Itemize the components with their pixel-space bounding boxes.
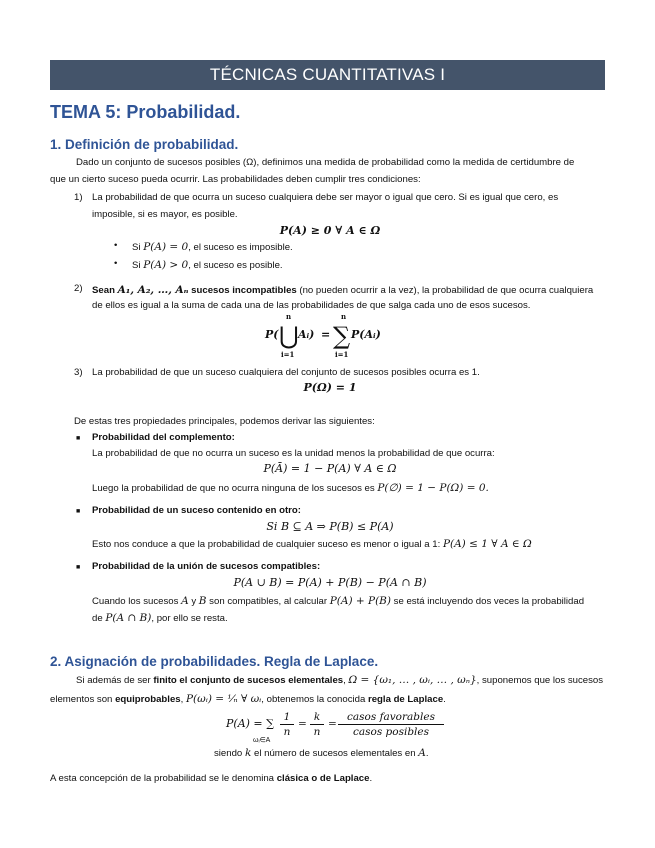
property-1-line-1: La probabilidad de que no ocurra un suceso es la unidad menos la probabilidad de que ocurra: [92, 448, 495, 459]
square-bullet: ■ [76, 508, 81, 515]
laplace-line-3: siendo k el número de sucesos elementales en A. [214, 747, 429, 759]
square-bullet: ■ [76, 564, 81, 571]
section-2-heading: 2. Asignación de probabilidades. Regla de Laplace. [50, 654, 379, 669]
property-3-formula: P(A ∪ B) = P(A) + P(B) − P(A ∩ B) [233, 576, 427, 589]
bullet-dot: • [114, 258, 118, 269]
derive-intro: De estas tres propiedades principales, podemos derivar las siguientes: [74, 416, 375, 427]
condition-2-line-1: Sean A₁, A₂, …, Aₙ sucesos incompatibles (no pueden ocurrir a la vez), la probabilidad de que ocurra cualquiera [92, 284, 594, 296]
square-bullet: ■ [76, 435, 81, 442]
intro-line-2: que un cierto suceso pueda ocurrir. Las probabilidades deben cumplir tres condiciones: [50, 174, 421, 185]
section-1-heading: 1. Definición de probabilidad. [50, 137, 239, 152]
property-2-line-1: Esto nos conduce a que la probabilidad de cualquier suceso es menor o igual a 1: P(A) ≤ 1 ∀ A ∈ Ω [92, 538, 532, 550]
condition-2-formula: P( ⋃ n i=1 Aᵢ) = ∑ n i=1 P(Aᵢ) [265, 312, 381, 359]
condition-1-line-1: La probabilidad de que ocurra un suceso cualquiera debe ser mayor o igual que cero. Si es igual que cero, es [92, 192, 559, 203]
property-2-formula: Si B ⊆ A ⇒ P(B) ≤ P(A) [266, 520, 394, 533]
condition-1-bullet-2: Si P(A) > 0, el suceso es posible. [132, 259, 283, 271]
condition-1-line-2: imposible, si es mayor, es posible. [92, 209, 238, 220]
laplace-line-2: elementos son equiprobables, P(ωᵢ) = ¹⁄ₙ ∀ ωᵢ, obtenemos la conocida regla de Laplace. [50, 693, 446, 705]
property-3-line-1: Cuando los sucesos A y B son compatibles, al calcular P(A) + P(B) se está incluyendo dos veces la probabilidad [92, 595, 585, 607]
condition-1-bullet-1: Si P(A) = 0, el suceso es imposible. [132, 241, 293, 253]
property-3-line-2: de P(A ∩ B), por ello se resta. [92, 612, 228, 624]
property-1-title: Probabilidad del complemento: [92, 432, 235, 443]
condition-1-number: 1) [74, 192, 83, 203]
property-3-title: Probabilidad de la unión de sucesos compatibles: [92, 561, 321, 572]
laplace-conclusion: A esta concepción de la probabilidad se le denomina clásica o de Laplace. [50, 773, 373, 784]
intro-line-1: Dado un conjunto de sucesos posibles (Ω), definimos una medida de probabilidad como la medida de certidumbre de [76, 157, 575, 168]
condition-2-number: 2) [74, 283, 83, 294]
property-1-formula: P(Ā) = 1 − P(A) ∀ A ∈ Ω [263, 462, 397, 475]
condition-3-formula: P(Ω) = 1 [303, 381, 357, 394]
laplace-formula: P(A) = ∑ ωᵢ∈A $\frac{1}{n}$ = $\frac{k}{n}$ = casos favorables casos posibles [226, 708, 446, 748]
condition-2-line-2: de ellos es igual a la suma de cada una de las probabilidades de que salga cada uno de esos sucesos. [92, 300, 531, 311]
condition-3-line-1: La probabilidad de que un suceso cualquiera del conjunto de sucesos posibles ocurra es 1. [92, 367, 480, 378]
property-1-line-2: Luego la probabilidad de que no ocurra ninguna de los sucesos es P(∅) = 1 − P(Ω) = 0. [92, 482, 489, 494]
topic-title: TEMA 5: Probabilidad. [50, 102, 241, 122]
bullet-dot: • [114, 240, 118, 251]
course-title-banner: TÉCNICAS CUANTITATIVAS I [50, 60, 605, 90]
condition-3-number: 3) [74, 367, 83, 378]
condition-1-formula: P(A) ≥ 0 ∀ A ∈ Ω [279, 224, 381, 237]
laplace-line-1: Si además de ser finito el conjunto de sucesos elementales, Ω = {ω₁, … , ωᵢ, … , ωₙ}, suponemos que los sucesos [76, 674, 604, 686]
property-2-title: Probabilidad de un suceso contenido en otro: [92, 505, 301, 516]
